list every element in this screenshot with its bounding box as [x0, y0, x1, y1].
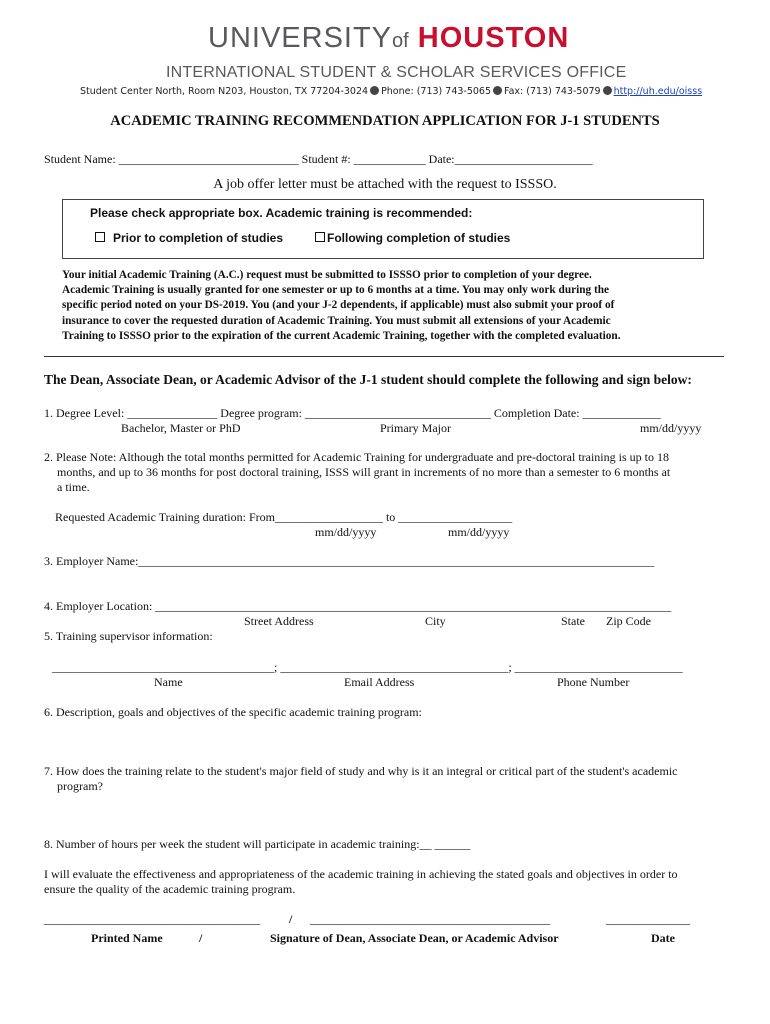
evaluation-text: ensure the quality of the academic training program. — [44, 882, 296, 896]
relation-question-cont: program? — [57, 779, 103, 793]
evaluation-text: I will evaluate the effectiveness and appropriateness of the academic training in achieving the stated goals and objectives in order to — [44, 867, 678, 881]
description-question: 6. Description, goals and objectives of the specific academic training program: — [44, 705, 422, 719]
supervisor-phone-label: Phone Number — [557, 675, 630, 689]
notice-line: insurance to cover the requested duration of Academic Training. You must submit all extensions of your Academic — [62, 314, 611, 327]
supervisor-blanks[interactable]: _____________________________________; ______________________________________; ____________________________ — [52, 660, 683, 674]
phone-icon — [370, 86, 379, 95]
primary-major-label: Primary Major — [380, 421, 451, 435]
office-name: INTERNATIONAL STUDENT & SCHOLAR SERVICES OFFICE — [166, 64, 627, 81]
checkbox-following[interactable] — [315, 232, 325, 242]
checkbox-heading: Please check appropriate box. Academic training is recommended: — [90, 206, 473, 220]
section-heading: The Dean, Associate Dean, or Academic Advisor of the J-1 student should complete the following and sign below: — [44, 372, 692, 387]
supervisor-name-label: Name — [154, 675, 183, 689]
note-line: a time. — [57, 480, 90, 494]
notice-line: Academic Training is usually granted for one semester or up to 6 months at a time. You may only work during the — [62, 284, 610, 297]
globe-icon — [603, 86, 612, 95]
to-date-label: mm/dd/yyyy — [448, 525, 510, 539]
student-info-line[interactable]: Student Name: ______________________________ Student #: ____________ Date:_______________________ — [44, 152, 593, 166]
option-prior[interactable] — [95, 231, 283, 245]
logo-houston-text: HOUSTON — [417, 22, 570, 54]
street-address-label: Street Address — [244, 614, 314, 628]
signature-blank[interactable]: ________________________________________ — [310, 912, 550, 926]
notice-line: specific period noted on your DS-2019. You (and your J-2 dependents, if applicable) must also submit your proof of — [62, 299, 615, 312]
printed-name-label: Printed Name — [91, 931, 163, 945]
option-following[interactable] — [315, 231, 510, 245]
address-text: Student Center North, Room N203, Houston, TX 77204-3024 — [80, 86, 369, 97]
note-line: 2. Please Note: Although the total months permitted for Academic Training for undergraduate and pre-doctoral training is up to 18 — [44, 450, 669, 464]
checkbox-prior[interactable] — [95, 232, 105, 242]
notice-paragraph — [62, 268, 702, 344]
supervisor-email-label: Email Address — [344, 675, 415, 689]
slash-separator: / — [289, 912, 293, 926]
date-blank[interactable]: ______________ — [606, 912, 690, 926]
hours-question[interactable]: 8. Number of hours per week the student will participate in academic training:__ ______ — [44, 837, 471, 851]
logo-university-text: UNIVERSITY — [208, 22, 393, 54]
option-prior-label: Prior to completion of studies — [113, 231, 284, 245]
from-date-label: mm/dd/yyyy — [315, 525, 377, 539]
contact-line — [80, 86, 702, 97]
divider — [44, 356, 724, 357]
printed-name-blank[interactable]: ____________________________________ — [44, 912, 260, 926]
website-link[interactable]: http://uh.edu/oisss — [613, 86, 703, 97]
employer-location-line[interactable]: 4. Employer Location: ______________________________________________________________________________________ — [44, 599, 672, 613]
fax-text: Fax: (713) 743-5079 — [504, 86, 601, 97]
degree-line[interactable]: 1. Degree Level: _______________ Degree program: _______________________________ Completion Date: _____________ — [44, 406, 661, 420]
employer-name-line[interactable]: 3. Employer Name:______________________________________________________________________________________ — [44, 554, 655, 568]
notice-line: Your initial Academic Training (A.C.) request must be submitted to ISSSO prior to completion of your degree. — [62, 269, 592, 281]
fax-icon — [493, 86, 502, 95]
relation-question: 7. How does the training relate to the student's major field of study and why is it an integral or critical part of the student's academic — [44, 764, 678, 778]
completion-date-label: mm/dd/yyyy — [640, 421, 702, 435]
university-logo — [208, 22, 569, 55]
notice-line: Training to ISSSO prior to the expiration of the current Academic Training, together with the completed evaluation. — [62, 329, 621, 342]
zip-code-label: Zip Code — [606, 614, 651, 628]
state-label: State — [561, 614, 585, 628]
slash-separator: / — [199, 931, 203, 945]
attach-notice: A job offer letter must be attached with the request to ISSSO. — [213, 177, 557, 192]
degree-level-label: Bachelor, Master or PhD — [121, 421, 241, 435]
option-following-label: Following completion of studies — [327, 231, 511, 245]
note-line: months, and up to 36 months for post doctoral training, ISSS will grant in increments of no more than a semester to 6 months at — [57, 465, 671, 479]
phone-text: Phone: (713) 743-5065 — [381, 86, 492, 97]
signature-label: Signature of Dean, Associate Dean, or Academic Advisor — [270, 931, 559, 945]
logo-of-text: of — [392, 30, 409, 52]
city-label: City — [425, 614, 446, 628]
duration-line[interactable]: Requested Academic Training duration: From__________________ to ___________________ — [55, 510, 513, 524]
form-title: ACADEMIC TRAINING RECOMMENDATION APPLICATION FOR J-1 STUDENTS — [110, 113, 660, 129]
supervisor-heading: 5. Training supervisor information: — [44, 629, 213, 643]
date-label: Date — [651, 931, 675, 945]
